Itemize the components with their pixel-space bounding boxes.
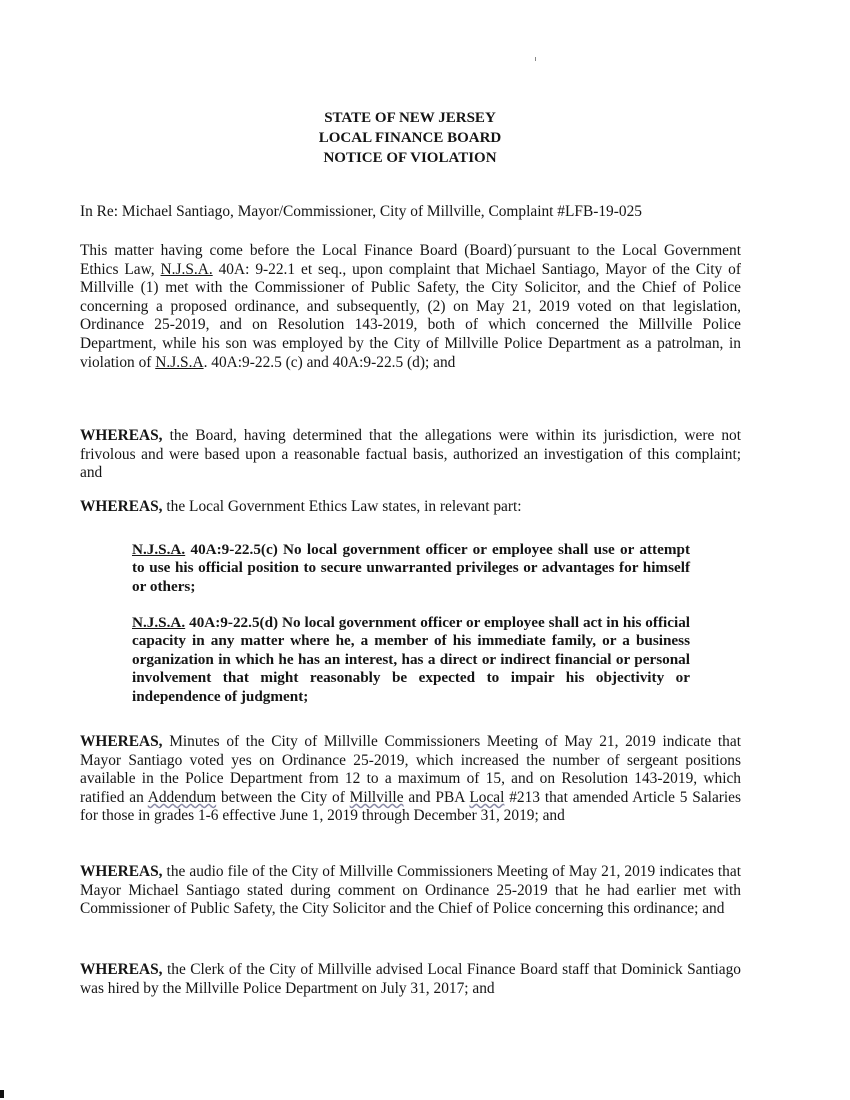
- paragraph-text: #213 that amended Article 5 Salaries for those in grades 1-6 effective June 1, 2019 through December 31, 2019; and: [80, 788, 741, 825]
- paragraph-text: the Board, having determined that the allegations were within its jurisdiction, were not frivolous and were based upon a reasonable factual basis, authorized an investigation of this complaint; and: [80, 427, 742, 482]
- statute-quote-d: [132, 614, 690, 706]
- statute-text: 40A:9-22.5(d) No local government officer or employee shall act in his official capacity in any matter where he, a member of his immediate family, or a business organization in which he has an interest, has a direct or indirect financial or personal involvement that might reasonably be expected to impair his objectivity or independence of judgment;: [132, 614, 691, 705]
- statute-text: 40A:9-22.5(c) No local government officer or employee shall use or attempt to use his official position to secure unwarranted privileges or advantages for himself or others;: [132, 541, 691, 595]
- spellcheck-word: Millville: [349, 788, 404, 806]
- paragraph-matter: [80, 242, 741, 372]
- spellcheck-word: Addendum: [147, 788, 217, 806]
- paragraph-text: This matter having come before the Local Finance Board (Board)´pursuant to the Local Government Ethics Law,: [80, 242, 741, 278]
- statute-citation: N.J.S.A: [155, 353, 204, 371]
- paragraph-whereas-audio: [80, 863, 741, 919]
- whereas-label: WHEREAS,: [80, 863, 163, 880]
- paragraph-text: the audio file of the City of Millville Commissioners Meeting of May 21, 2019 indicates that Mayor Michael Santiago stated during comment on Ordinance 25-2019 that he had earlier met with Commissioner of Public Safety, the City Solicitor and the Chief of Police concerning this ordinance; and: [80, 863, 741, 918]
- whereas-label: WHEREAS,: [80, 498, 163, 515]
- paragraph-text: Minutes of the City of Millville Commissioners Meeting of May 21, 2019 indicate that Mayor Santiago voted yes on Ordinance 25-2019, which increased the number of sergeant positions available in the Police Department from 12 to a maximum of 15, and on Resolution 143-2019, which ratified an: [80, 733, 741, 806]
- whereas-label: WHEREAS,: [80, 961, 163, 978]
- paragraph-text: 40A: 9-22.1 et seq., upon complaint that Michael Santiago, Mayor of the City of Millville (1) met with the Commissioner of Public Safety, the City Solicitor, and the Chief of Police concerning a proposed ordinance, and subsequently, (2) on May 21, 2019 voted on that legislation, Ordinance 25-2019, and on Resolution 143-2019, both of which concerned the Millville Police Department, while his son was employed by the City of Millville Police Department as a patrolman, in violation of: [80, 260, 741, 371]
- statute-citation: N.J.S.A.: [132, 614, 186, 631]
- statute-citation: N.J.S.A.: [160, 260, 213, 278]
- scan-edge-mark: [0, 1090, 4, 1098]
- paragraph-whereas-ethics-law: [80, 498, 741, 517]
- header-line-notice: NOTICE OF VIOLATION: [323, 150, 497, 166]
- statute-citation: N.J.S.A.: [132, 541, 186, 558]
- whereas-label: WHEREAS,: [80, 733, 163, 750]
- paragraph-text: . 40A:9-22.5 (c) and 40A:9-22.5 (d); and: [203, 353, 456, 371]
- header-line-state: STATE OF NEW JERSEY: [324, 110, 496, 126]
- whereas-label: WHEREAS,: [80, 427, 163, 444]
- paragraph-whereas-clerk: [80, 961, 741, 998]
- scan-mark: [535, 57, 536, 61]
- paragraph-whereas-minutes: [80, 733, 741, 826]
- statute-quote-c: [132, 541, 690, 596]
- paragraph-text: between the City of: [220, 788, 345, 806]
- paragraph-whereas-jurisdiction: [80, 427, 741, 483]
- paragraph-text: the Clerk of the City of Millville advised Local Finance Board staff that Dominick Santiago was hired by the Millville Police Department on July 31, 2017; and: [80, 961, 741, 997]
- document-header: [0, 108, 820, 168]
- re-line: [80, 203, 741, 222]
- header-line-board: LOCAL FINANCE BOARD: [318, 130, 502, 146]
- paragraph-text: the Local Government Ethics Law states, in relevant part:: [166, 498, 522, 515]
- re-line-text: In Re: Michael Santiago, Mayor/Commissioner, City of Millville, Complaint #LFB-19-025: [80, 203, 642, 220]
- spellcheck-word: Local: [469, 788, 505, 806]
- paragraph-text: and PBA: [408, 788, 465, 806]
